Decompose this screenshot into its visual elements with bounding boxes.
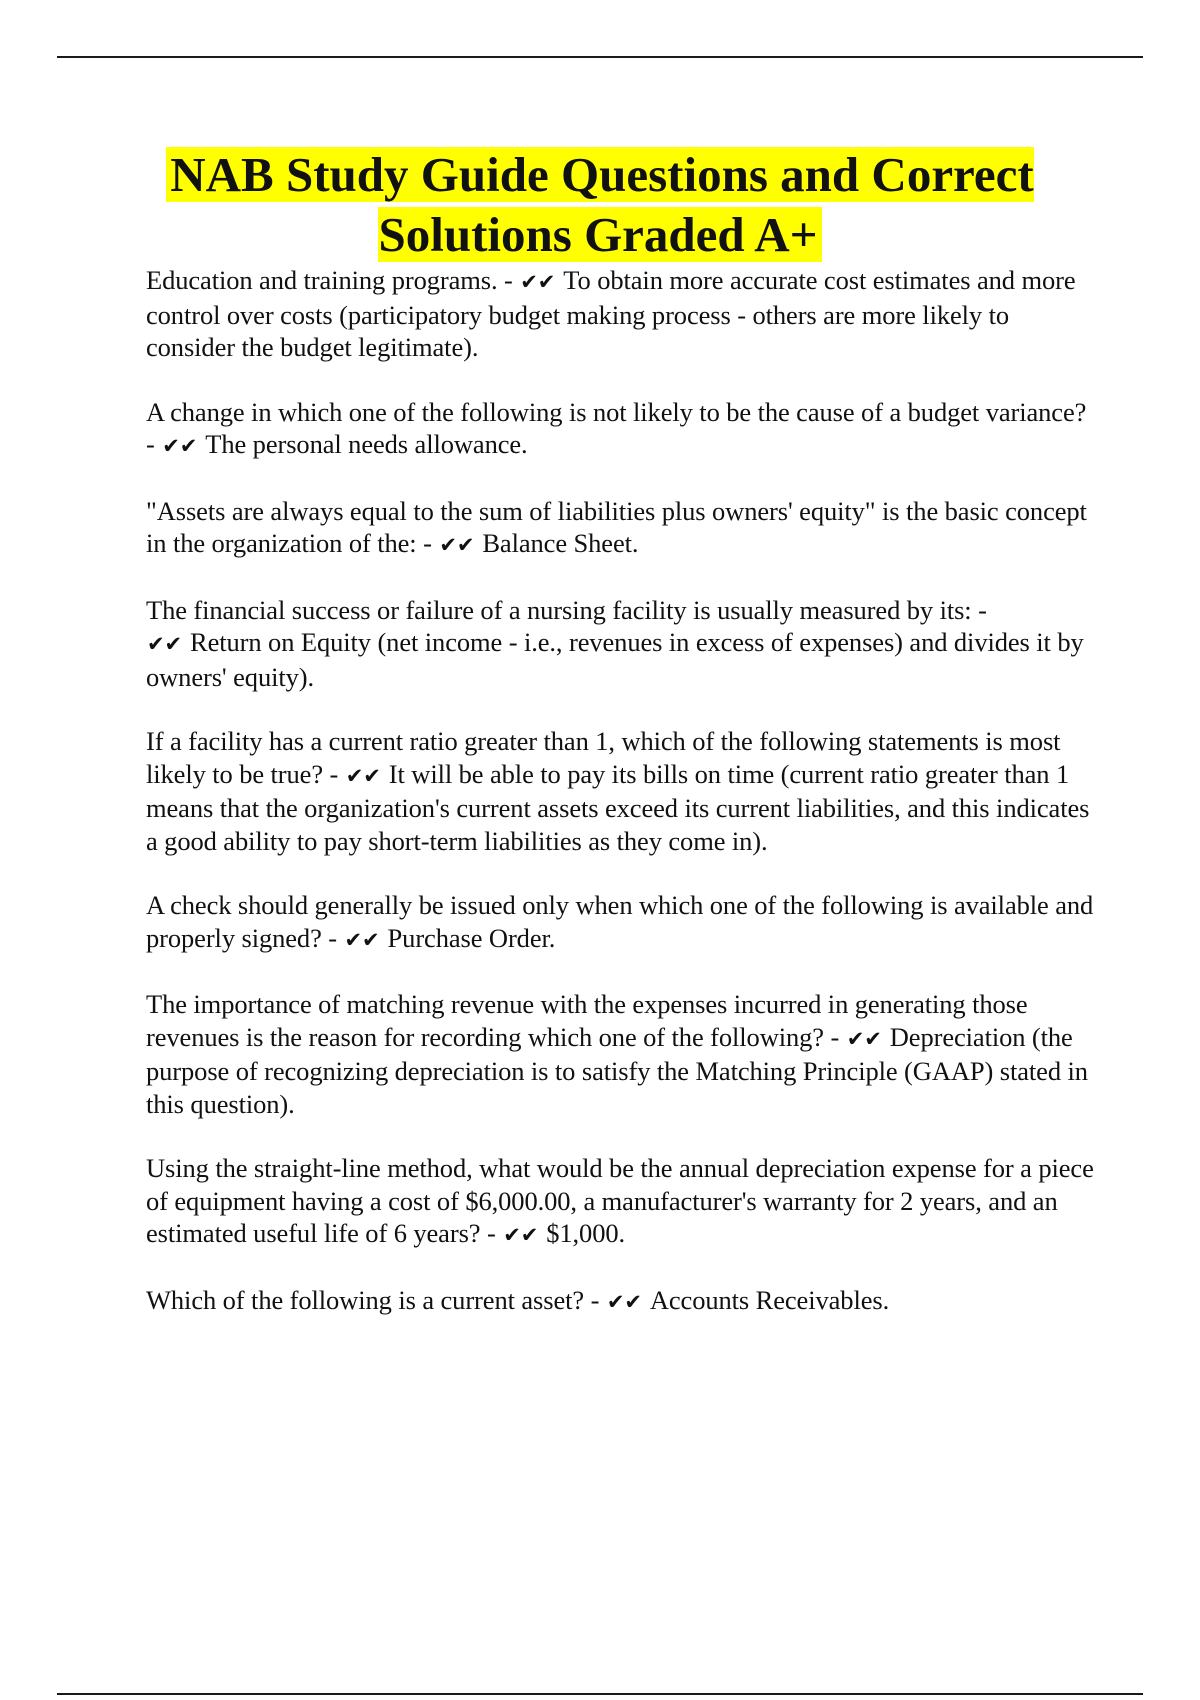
qa-item <box>146 495 1094 562</box>
qa-list <box>146 264 1094 1350</box>
answer-text: Purchase Order. <box>387 922 556 953</box>
check-mark-icon: ✔✔ <box>606 1289 642 1314</box>
answer-text: To obtain more accurate cost estimates and more control over costs (participatory budget making process - others are more likely to consider the budget legitimate). <box>146 265 1076 362</box>
answer-text: Accounts Receivables. <box>649 1284 890 1315</box>
question-text: A change in which one of the following is not likely to be the cause of a budget variance? <box>146 396 1087 427</box>
check-mark-icon: ✔✔ <box>520 270 556 294</box>
qa-item <box>146 1284 1094 1319</box>
separator: - <box>146 429 162 459</box>
answer-text: Depreciation (the purpose of recognizing depreciation is to satisfy the Matching Principle (GAAP) stated in this question). <box>146 1021 1088 1119</box>
question-text: A check should generally be issued only when which one of the following is available and properly signed? <box>146 890 1094 953</box>
separator: - <box>497 265 520 295</box>
check-mark-icon: ✔✔ <box>846 1026 882 1051</box>
check-mark-icon: ✔✔ <box>344 927 380 952</box>
question-text: Using the straight-line method, what would be the annual depreciation expense for a piece of equipment having a cost of $6,000.00, a manufacturer's warranty for 2 years, and an estimated useful life of 6 years? <box>146 1153 1094 1248</box>
qa-item <box>146 1152 1094 1252</box>
top-rule <box>57 56 1143 58</box>
bottom-rule <box>57 1693 1143 1695</box>
separator: - <box>971 594 987 625</box>
question-text: The financial success or failure of a nursing facility is usually measured by its: <box>146 594 972 625</box>
qa-item <box>146 889 1094 956</box>
question-text: The importance of matching revenue with the expenses incurred in generating those revenues is the reason for recording which one of the following? <box>146 989 1028 1052</box>
separator: - <box>823 1021 846 1052</box>
question-text: "Assets are always equal to the sum of liabilities plus owners' equity" is the basic concept in the organization of the: <box>146 495 1087 558</box>
qa-item <box>146 396 1094 463</box>
question-text: Education and training programs. <box>146 265 498 295</box>
answer-text: Return on Equity (net income - i.e., revenues in excess of expenses) and divides it by owners' equity). <box>146 627 1084 692</box>
qa-item <box>146 725 1094 857</box>
question-text: Which of the following is a current asset? <box>146 1284 585 1315</box>
separator: - <box>323 758 345 789</box>
check-mark-icon: ✔✔ <box>439 533 475 557</box>
title-highlight: NAB Study Guide Questions and Correct Solutions Graded A+ <box>166 147 1034 262</box>
qa-item <box>146 264 1094 364</box>
qa-item <box>146 988 1094 1120</box>
answer-text: Balance Sheet. <box>482 528 639 558</box>
answer-text: $1,000. <box>546 1218 626 1248</box>
check-mark-icon: ✔✔ <box>162 434 198 458</box>
answer-text: The personal needs allowance. <box>205 429 528 459</box>
separator: - <box>321 922 344 953</box>
separator: - <box>416 528 439 558</box>
question-text: If a facility has a current ratio greater than 1, which of the following statements is most likely to be true? <box>146 726 1061 789</box>
qa-item <box>146 594 1094 694</box>
check-mark-icon: ✔✔ <box>503 1223 539 1247</box>
check-mark-icon: ✔✔ <box>147 632 182 656</box>
separator: - <box>480 1218 503 1248</box>
document-title <box>80 145 1120 265</box>
separator: - <box>584 1284 606 1315</box>
check-mark-icon: ✔✔ <box>345 763 381 788</box>
answer-text: It will be able to pay its bills on time (current ratio greater than 1 means that the organization's current assets exceed its current liabilities, and this indicates a good ability to pay short-term liabilities as they come in). <box>146 758 1090 856</box>
